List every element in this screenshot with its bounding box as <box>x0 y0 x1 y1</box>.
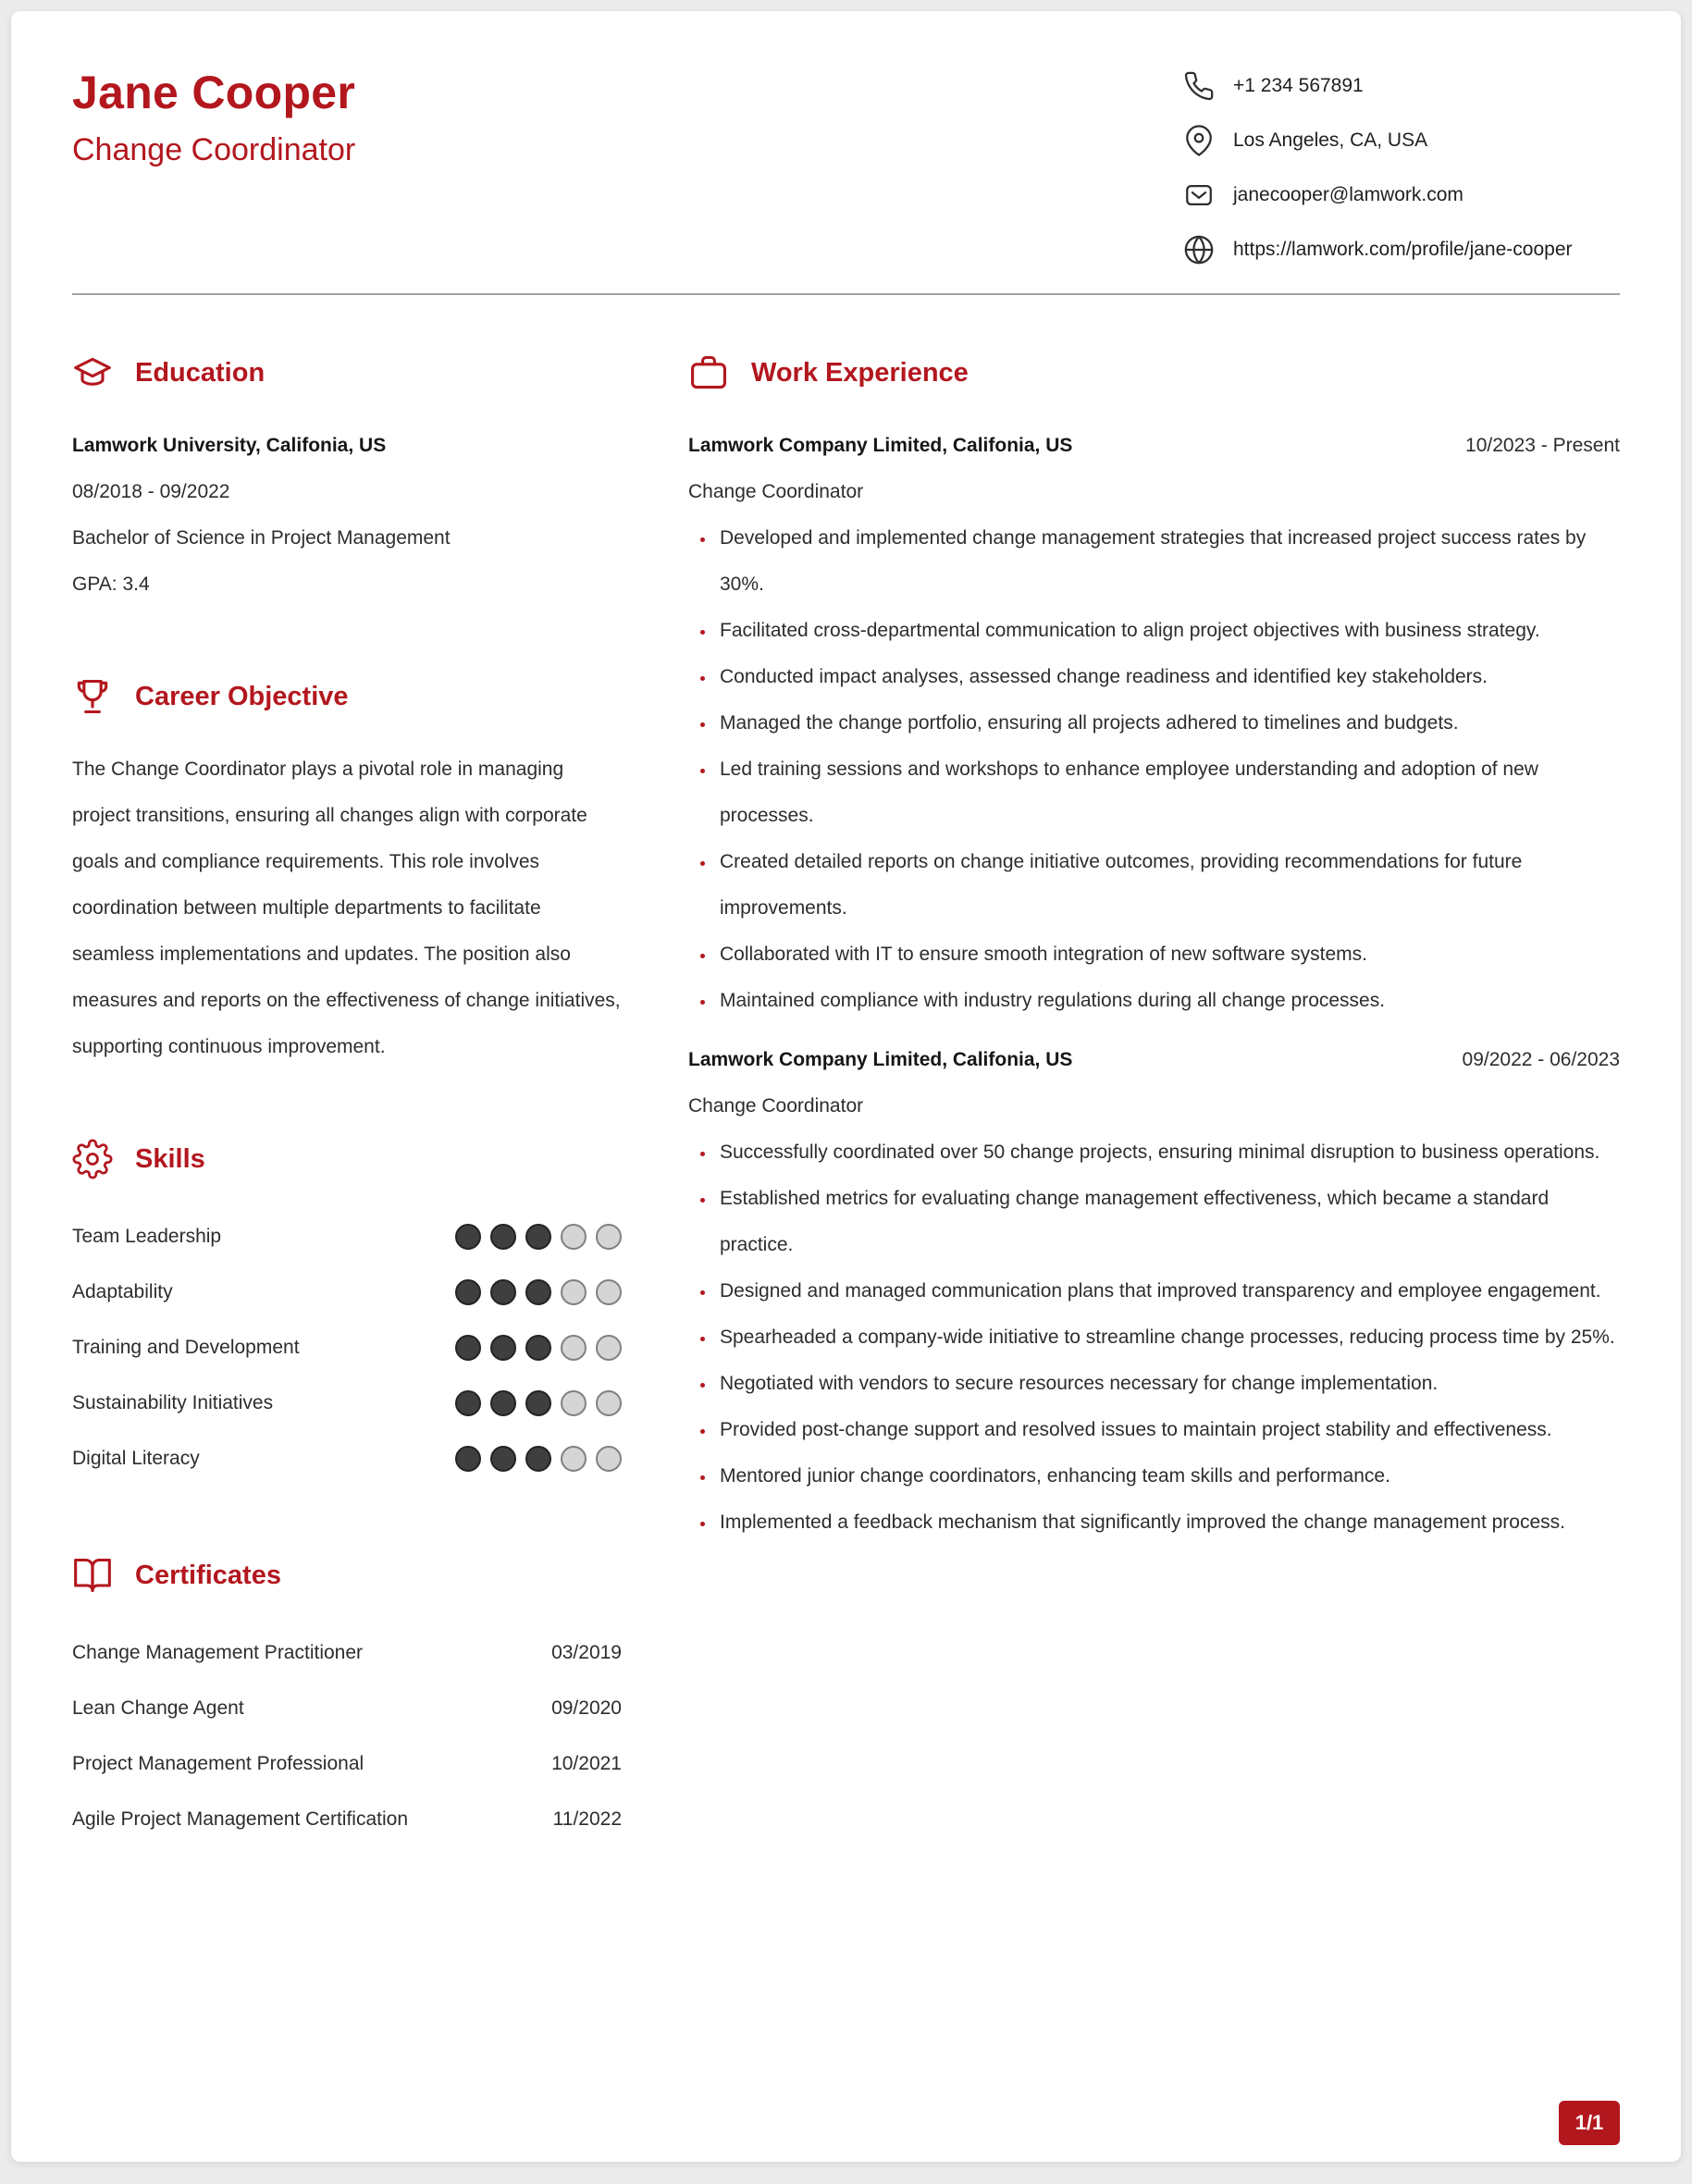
bullet-item: • Provided post-change support and resolved issues to maintain project stability and effectiveness. <box>716 1407 1620 1453</box>
job-entry <box>688 423 1620 1024</box>
certificate-date: 11/2022 <box>552 1808 622 1830</box>
person-title: Change Coordinator <box>72 131 356 167</box>
work-experience-section <box>688 352 1620 1546</box>
bullet-item: • Facilitated cross-departmental communication to align project objectives with business strategy. <box>716 608 1620 654</box>
education-gpa: GPA: 3.4 <box>72 574 150 595</box>
skill-level-dots <box>455 1446 622 1472</box>
certificate-name: Change Management Practitioner <box>72 1642 364 1663</box>
bullet-item: • Mentored junior change coordinators, enhancing team skills and performance. <box>716 1453 1620 1499</box>
bullet-item: • Established metrics for evaluating change management effectiveness, which became a standard practice. <box>716 1176 1620 1268</box>
certificate-row <box>72 1792 622 1847</box>
skill-name: Training and Development <box>72 1337 300 1358</box>
certificates-section <box>72 1555 622 1847</box>
trophy-icon <box>72 676 113 717</box>
education-heading-row <box>72 352 622 393</box>
contact-location-text: Los Angeles, CA, USA <box>1233 130 1428 151</box>
skill-dot-filled <box>455 1390 481 1416</box>
open-book-icon <box>72 1555 113 1596</box>
right-column <box>688 352 1620 1847</box>
education-title: Education <box>135 357 266 388</box>
certificate-row <box>72 1736 622 1792</box>
contact-website <box>1183 234 1620 265</box>
work-experience-heading-row <box>688 352 1620 393</box>
skills-section <box>72 1139 622 1487</box>
skill-row <box>72 1320 622 1376</box>
bullet-item: • Designed and managed communication plans that improved transparency and employee engagement. <box>716 1268 1620 1314</box>
skill-level-dots <box>455 1279 622 1305</box>
skill-name: Digital Literacy <box>72 1448 200 1469</box>
education-school: Lamwork University, Califonia, US <box>72 435 387 456</box>
page-number-badge: 1/1 <box>1559 2101 1620 2145</box>
briefcase-icon <box>688 352 729 393</box>
skill-level-dots <box>455 1335 622 1361</box>
skill-dot-empty <box>596 1279 622 1305</box>
contact-phone-text: +1 234 567891 <box>1233 75 1364 96</box>
bullet-item: • Managed the change portfolio, ensuring all projects adhered to timelines and budgets. <box>716 700 1620 747</box>
skill-dot-empty <box>561 1335 587 1361</box>
skill-dot-filled <box>455 1279 481 1305</box>
certificates-title: Certificates <box>135 1560 281 1590</box>
skill-dot-filled <box>455 1224 481 1250</box>
job-dates: 09/2022 - 06/2023 <box>1462 1049 1620 1070</box>
skill-dot-empty <box>596 1335 622 1361</box>
skill-level-dots <box>455 1390 622 1416</box>
certificate-date: 03/2019 <box>551 1642 622 1663</box>
certificate-row <box>72 1625 622 1681</box>
job-role: Change Coordinator <box>688 1095 864 1117</box>
certificate-date: 10/2021 <box>551 1753 622 1774</box>
skill-name: Sustainability Initiatives <box>72 1392 274 1413</box>
contact-website-text: https://lamwork.com/profile/jane-cooper <box>1233 239 1573 260</box>
certificate-name: Lean Change Agent <box>72 1697 244 1719</box>
skill-row <box>72 1431 622 1487</box>
certificate-date: 09/2020 <box>551 1697 622 1719</box>
bullet-item: • Led training sessions and workshops to enhance employee understanding and adoption of new processes. <box>716 747 1620 839</box>
graduation-cap-icon <box>72 352 113 393</box>
certificates-heading-row <box>72 1555 622 1596</box>
job-entry <box>688 1037 1620 1546</box>
job-company: Lamwork Company Limited, Califonia, US <box>688 435 1073 456</box>
bullet-item: • Collaborated with IT to ensure smooth integration of new software systems. <box>716 932 1620 978</box>
bullet-item: • Conducted impact analyses, assessed change readiness and identified key stakeholders. <box>716 654 1620 700</box>
bullet-item: • Maintained compliance with industry regulations during all change processes. <box>716 978 1620 1024</box>
skill-dot-empty <box>561 1390 587 1416</box>
skill-dot-empty <box>561 1446 587 1472</box>
contact-phone <box>1183 70 1620 102</box>
header <box>72 68 1620 265</box>
bullet-item: • Negotiated with vendors to secure resources necessary for change implementation. <box>716 1361 1620 1407</box>
email-icon <box>1183 179 1215 211</box>
education-dates: 08/2018 - 09/2022 <box>72 481 230 502</box>
bullet-item: • Implemented a feedback mechanism that significantly improved the change management process. <box>716 1499 1620 1546</box>
work-experience-title: Work Experience <box>751 357 969 388</box>
skill-dot-empty <box>596 1446 622 1472</box>
career-objective-text: The Change Coordinator plays a pivotal role in managing project transitions, ensuring all changes align with corporate goals and compliance requirements. This role involves coordination between multiple departments to facilitate seamless implementations and updates. The position also measures and reports on the effectiveness of change initiatives, supporting continuous improvement. <box>72 759 621 1057</box>
skill-dot-filled <box>525 1390 551 1416</box>
globe-icon <box>1183 234 1215 265</box>
skill-row <box>72 1265 622 1320</box>
skill-dot-filled <box>455 1335 481 1361</box>
contact-info <box>1183 68 1620 265</box>
job-company: Lamwork Company Limited, Califonia, US <box>688 1049 1073 1070</box>
skill-dot-filled <box>525 1446 551 1472</box>
contact-email-text: janecooper@lamwork.com <box>1233 184 1464 205</box>
certificate-row <box>72 1681 622 1736</box>
bullet-item: • Developed and implemented change management strategies that increased project success rates by 30%. <box>716 515 1620 608</box>
skill-name: Adaptability <box>72 1281 173 1302</box>
resume-page <box>11 11 1681 2162</box>
skill-dot-filled <box>490 1279 516 1305</box>
skills-title: Skills <box>135 1143 205 1174</box>
skill-dot-filled <box>455 1446 481 1472</box>
job-bullet-list <box>688 515 1620 1024</box>
education-section <box>72 352 622 608</box>
skill-row <box>72 1209 622 1265</box>
skill-dot-filled <box>525 1224 551 1250</box>
skill-dot-empty <box>561 1224 587 1250</box>
career-objective-section <box>72 676 622 1070</box>
skill-dot-filled <box>525 1335 551 1361</box>
skill-dot-filled <box>490 1446 516 1472</box>
education-degree: Bachelor of Science in Project Management <box>72 527 451 549</box>
person-name: Jane Cooper <box>72 67 356 118</box>
skill-dot-empty <box>561 1279 587 1305</box>
content-columns <box>72 352 1620 1847</box>
skill-dot-filled <box>525 1279 551 1305</box>
job-header <box>688 423 1620 469</box>
skill-dot-empty <box>596 1224 622 1250</box>
gear-icon <box>72 1139 113 1179</box>
career-objective-heading-row <box>72 676 622 717</box>
job-role: Change Coordinator <box>688 481 864 502</box>
job-dates: 10/2023 - Present <box>1465 435 1620 456</box>
header-divider <box>72 293 1620 295</box>
skill-dot-filled <box>490 1390 516 1416</box>
skill-name: Team Leadership <box>72 1226 222 1247</box>
skill-dot-filled <box>490 1335 516 1361</box>
certificate-name: Agile Project Management Certification <box>72 1808 409 1830</box>
identity-block <box>72 68 355 168</box>
bullet-item: • Successfully coordinated over 50 change projects, ensuring minimal disruption to business operations. <box>716 1129 1620 1176</box>
contact-location <box>1183 125 1620 156</box>
skill-level-dots <box>455 1224 622 1250</box>
skill-dot-empty <box>596 1390 622 1416</box>
job-header <box>688 1037 1620 1083</box>
job-bullet-list <box>688 1129 1620 1546</box>
location-pin-icon <box>1183 125 1215 156</box>
career-objective-title: Career Objective <box>135 681 349 711</box>
skill-dot-filled <box>490 1224 516 1250</box>
phone-icon <box>1183 70 1215 102</box>
left-column <box>72 352 622 1847</box>
bullet-item: • Created detailed reports on change initiative outcomes, providing recommendations for future improvements. <box>716 839 1620 932</box>
bullet-item: • Spearheaded a company-wide initiative to streamline change processes, reducing process time by 25%. <box>716 1314 1620 1361</box>
contact-email <box>1183 179 1620 211</box>
skills-heading-row <box>72 1139 622 1179</box>
certificate-name: Project Management Professional <box>72 1753 364 1774</box>
skill-row <box>72 1376 622 1431</box>
